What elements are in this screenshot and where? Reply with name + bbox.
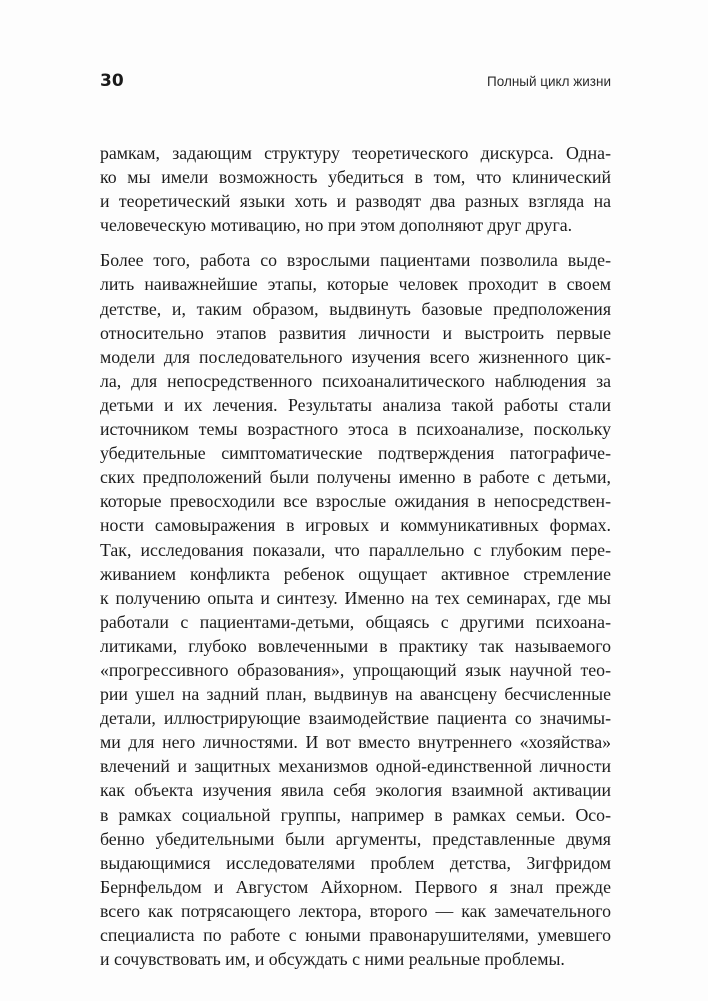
paragraph: [100, 248, 611, 971]
text-line: и сочувствовать им, и обсуждать с ними реальные проблемы.: [100, 949, 565, 970]
text-line: в рамках социальной группы, например в рамках семьи. Осо-: [100, 804, 611, 825]
text-line: к получению опыта и синтезу. Именно на тех семинарах, где мы: [100, 587, 611, 608]
text-line: всего как потрясающего лектора, второго — как замечательного: [100, 900, 611, 921]
text-line: бенно убедительными были аргументы, представленные двумя: [100, 828, 611, 849]
text-line: и теоретический языки хоть и разводят два разных взгляда на: [100, 191, 611, 212]
text-line: специалиста по работе с юными правонарушителями, умевшего: [100, 925, 611, 945]
text-line: которые превосходили все взрослые ожидания в непосредствен-: [100, 491, 611, 512]
text-line: модели для последовательного изучения всего жизненного цик-: [100, 346, 611, 367]
text-line: литиками, глубоко вовлеченными в практику так называемого: [100, 635, 611, 656]
page-number: 30: [100, 71, 124, 91]
text-line: ко мы имели возможность убедиться в том, что клинический: [100, 167, 611, 188]
text-line: «прогрессивного образования», упрощающий язык научной тео-: [100, 659, 611, 680]
text-line: Так, исследования показали, что параллельно с глубоким пере-: [100, 539, 611, 560]
text-line: влечений и защитных механизмов одной-единственной личности: [100, 756, 611, 777]
text-line: детьми и их лечения. Результаты анализа такой работы стали: [100, 394, 611, 415]
text-line: убедительные симптоматические подтверждения патографиче-: [100, 443, 611, 464]
running-title: Полный цикл жизни: [487, 74, 611, 89]
text-line: источником темы возрастного этоса в психоанализе, поскольку: [100, 419, 611, 440]
paragraph: [100, 141, 611, 237]
text-line: ности самовыражения в игровых и коммуникативных формах.: [100, 515, 611, 536]
body-text: [100, 141, 611, 971]
text-line: ла, для непосредственного психоаналитического наблюдения за: [100, 370, 611, 391]
text-line: детали, иллюстрирующие взаимодействие пациента со значимы-: [100, 708, 611, 729]
text-line: Бернфельдом и Августом Айхорном. Первого я знал прежде: [100, 876, 611, 897]
text-line: Более того, работа со взрослыми пациентами позволила выде-: [100, 250, 611, 271]
text-line: рамкам, задающим структуру теоретического дискурса. Одна-: [100, 143, 611, 163]
text-line: лить наиважнейшие этапы, которые человек проходит в своем: [100, 274, 611, 295]
text-line: как объекта изучения явила себя экология взаимной активации: [100, 780, 611, 801]
text-line: выдающимися исследователями проблем детства, Зигфридом: [100, 852, 611, 873]
text-line: живанием конфликта ребенок ощущает активное стремление: [100, 563, 611, 584]
text-line: относительно этапов развития личности и выстроить первые: [100, 322, 611, 343]
text-line: детстве, и, таким образом, выдвинуть базовые предположения: [100, 298, 611, 319]
text-line: ми для него личностями. И вот вместо внутреннего «хозяйства»: [100, 732, 611, 753]
text-line: человеческую мотивацию, но при этом дополняют друг друга.: [100, 215, 573, 236]
page-header: [100, 71, 611, 95]
text-line: работали с пациентами-детьми, общаясь с другими психоана-: [100, 611, 611, 632]
text-line: ских предположений были получены именно в работе с детьми,: [100, 467, 611, 488]
text-line: рии ушел на задний план, выдвинув на авансцену бесчисленные: [100, 684, 611, 705]
